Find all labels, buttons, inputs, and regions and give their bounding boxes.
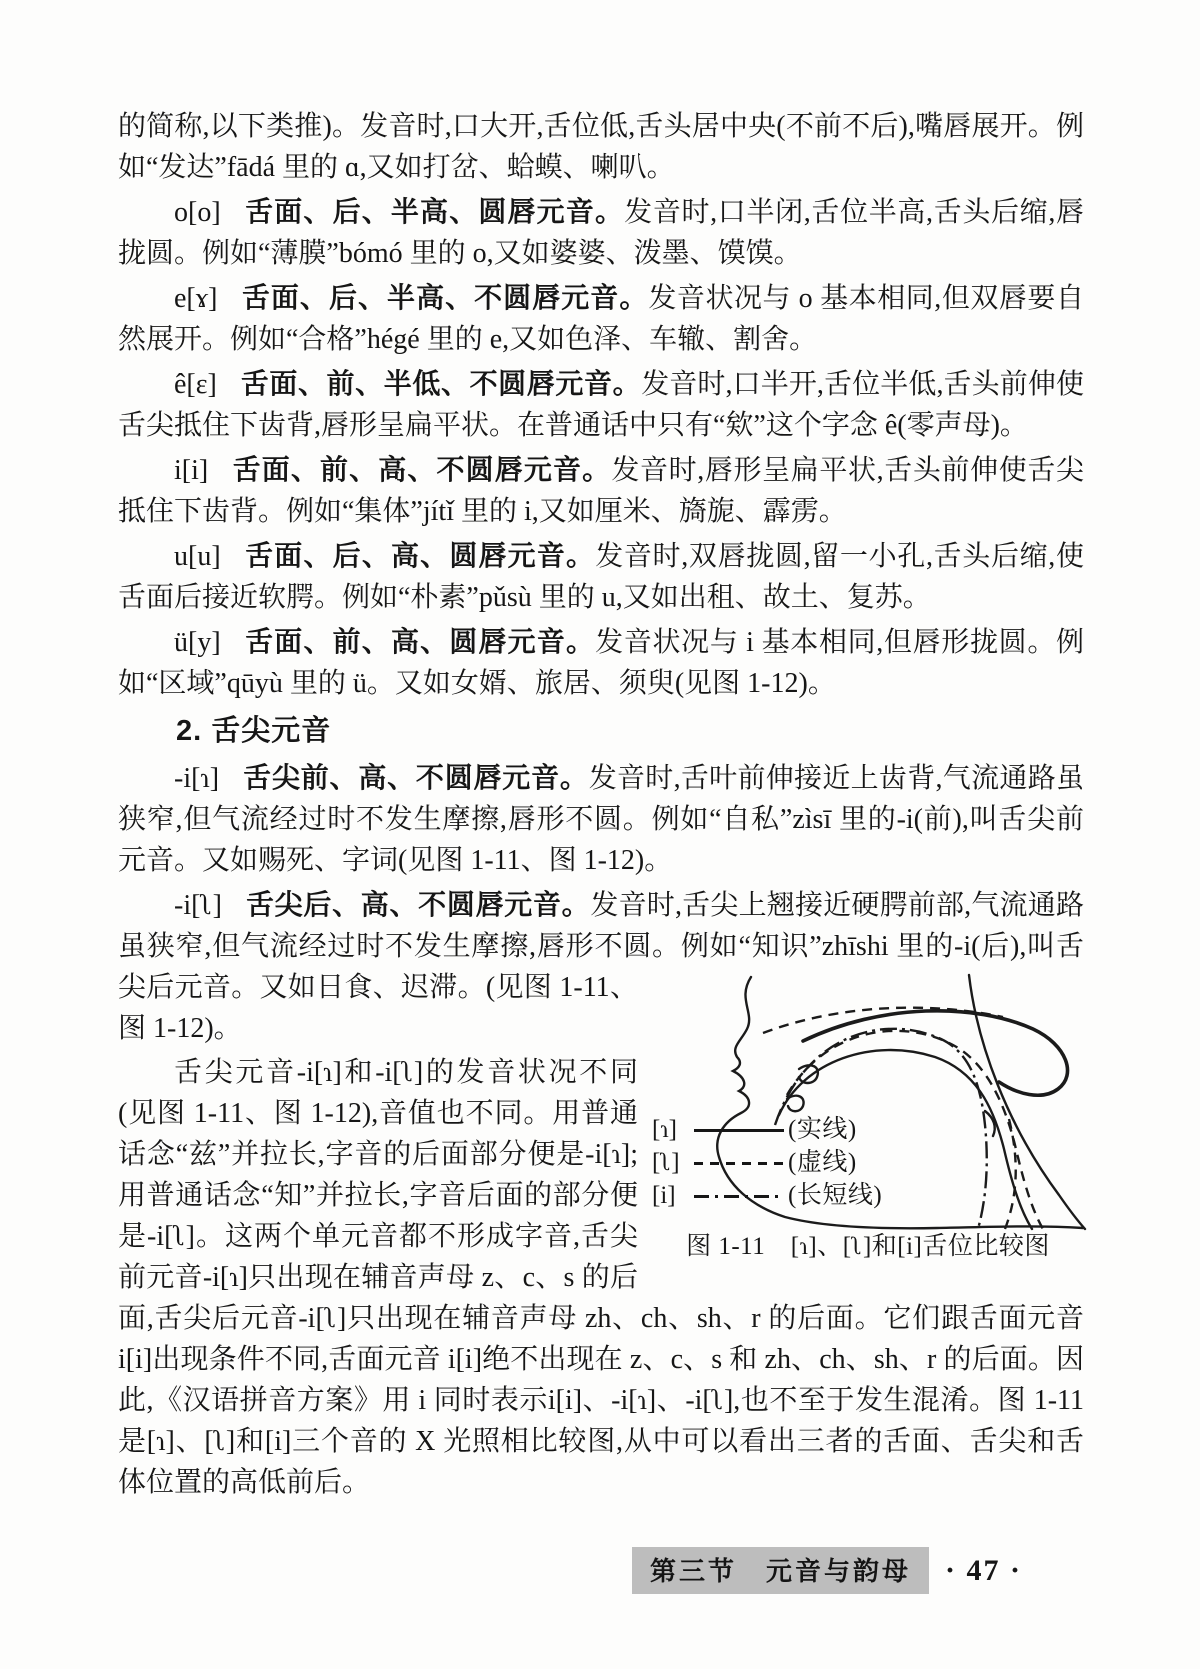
legend-label: (虚线) (788, 1149, 857, 1176)
entry-term: ê[ε] (174, 369, 217, 400)
entry-description: 舌面、后、半高、不圆唇元音。 (241, 282, 649, 313)
legend-symbol: [ʅ] (652, 1149, 680, 1176)
entry-term: o[o] (174, 197, 221, 228)
figure-legend (652, 1113, 882, 1212)
legend-row-dashdot (652, 1179, 882, 1212)
entry-term: ü[y] (174, 627, 221, 658)
entry-term: u[u] (174, 541, 221, 572)
entry-description: 舌面、后、半高、圆唇元音。 (244, 196, 625, 227)
section-title-badge: 第三节 元音与韵母 (632, 1547, 929, 1594)
entry-description: 舌尖前、高、不圆唇元音。 (242, 762, 589, 793)
figure-caption: 图 1-11 [ɿ]、[ʅ]和[i]舌位比较图 (686, 1233, 1050, 1260)
entry-description: 舌面、前、半低、不圆唇元音。 (240, 368, 642, 399)
entry-body: 发音时,口半开,舌位半低,舌头前伸使舌尖抵住下齿背,唇形呈扁平状。在普通话中只有“欸”这个字念 ê(零声母)。 (118, 369, 1084, 441)
entry-body: 发音时,舌尖上翘接近硬腭前部,气流通路虽狭窄,但气流经过时不发生摩擦,唇形不圆。例如“知识”zhīshi 里的-i (118, 890, 1084, 962)
entry-term: -i[ʅ] (174, 890, 222, 921)
page-body (118, 106, 1084, 1506)
dash-dot-line-sample (694, 1195, 784, 1198)
page-number: · 47 · (944, 1553, 1022, 1587)
entry-term: e[ɤ] (174, 283, 218, 314)
paragraph-comparison: 舌尖元音-i[ɿ]和-i[ʅ]的发音状况不同(见图 1-11、图 1-12),音值也不同。用普通话念“兹”并拉长,字音的后面部分便是-i[ɿ];用普通话念“知”并拉长,字音后面的部分便是-i[ʅ]。这两个单元音都不形成字音,舌尖前元音-i[ɿ]只出现在辅音声母 z、c、s 的后面,舌尖后元音-i[ʅ]只出现在辅音声母 zh、ch、sh、r 的后面。它们跟舌面元音 i[i]出现条件不同,舌面元音 i[i]绝不出现在 z、c、s 和 zh、ch、sh、r 的后面。因此,《汉语拼音方案》用 i 同时表示i[i]、-i[ɿ]、-i[ʅ],也不至于发生混淆。图 1-11 是[ɿ]、[ʅ]和[i]三个音的 X 光照相比较图,从中可以看出三者的舌面、舌尖和舌体位置的高低前后。 (118, 1057, 1084, 1498)
entry-body: 发音时,唇形呈扁平状,舌头前伸使舌尖抵住下齿背。例如“集体”jítǐ 里的 i,又如厘米、旖旎、霹雳。 (118, 455, 1084, 527)
legend-symbol: [ɿ] (652, 1116, 677, 1143)
entry-description: 舌面、后、高、圆唇元音。 (244, 540, 596, 571)
legend-symbol: [i] (652, 1182, 676, 1209)
entry-apical-back (118, 884, 1084, 1260)
section-heading-apical-vowels: 2. 舌尖元音 (176, 715, 332, 747)
entry-i (118, 449, 1084, 532)
legend-label: (长短线) (788, 1182, 883, 1209)
entry-apical-front (118, 757, 1084, 881)
entry-e (118, 277, 1084, 360)
entry-o (118, 191, 1084, 274)
page-footer (0, 1547, 1200, 1594)
entry-description: 舌面、前、高、圆唇元音。 (244, 626, 596, 657)
legend-label: (实线) (788, 1116, 857, 1143)
paragraph-a-continuation: 的简称,以下类推)。发音时,口大开,舌位低,舌头居中央(不前不后),嘴唇展开。例如“发达”fādá 里的 ɑ,又如打岔、蛤蟆、喇叭。 (118, 111, 1084, 183)
entry-u-umlaut (118, 621, 1084, 704)
solid-line-sample (694, 1129, 784, 1132)
entry-term: i[i] (174, 455, 209, 486)
entry-body: 发音时,口半闭,舌位半高,舌头后缩,唇拢圆。例如“薄膜”bómó 里的 o,又如婆婆、泼墨、馍馍。 (118, 197, 1084, 269)
entry-u (118, 535, 1084, 618)
entry-e-circumflex (118, 363, 1084, 446)
entry-body: 发音时,舌叶前伸接近上齿背,气流通路虽狭窄,但气流经过时不发生摩擦,唇形不圆。例如“自私”zìsī 里的-i(前),叫舌尖前元音。又如赐死、字词(见图 1-11、图 1-12)。 (118, 763, 1084, 876)
figure-1-11 (652, 973, 1084, 1267)
entry-description: 舌尖后、高、不圆唇元音。 (245, 889, 591, 920)
entry-body: 发音状况与 i 基本相同,但唇形拢圆。例如“区域”qūyù 里的 ü。又如女婿、旅居、须臾(见图 1-12)。 (118, 627, 1084, 699)
entry-body-continued: (后),叫舌尖后元音。又如日食、迟滞。(见图 1-11、图 1-12)。 (118, 931, 1084, 1044)
entry-body: 发音时,双唇拢圆,留一小孔,舌头后缩,使舌面后接近软腭。例如“朴素”pǔsù 里的 u,又如出租、故土、复苏。 (118, 541, 1084, 613)
entry-term: -i[ɿ] (174, 763, 220, 794)
entry-body: 发音状况与 o 基本相同,但双唇要自然展开。例如“合格”hégé 里的 e,又如色泽、车辙、割舍。 (118, 283, 1084, 355)
entry-description: 舌面、前、高、不圆唇元音。 (232, 454, 612, 485)
dashed-line-sample (694, 1162, 784, 1165)
